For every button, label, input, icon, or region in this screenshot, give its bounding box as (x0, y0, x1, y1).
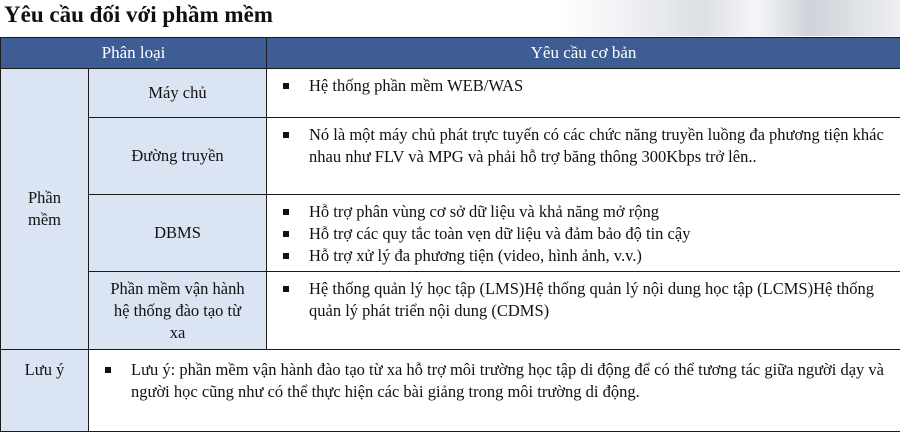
row-label-dbms: DBMS (89, 195, 267, 272)
row-label-line: xa (169, 322, 186, 342)
header-category: Phân loại (1, 38, 267, 69)
table-row (1, 118, 900, 195)
list-item: Hệ thống quản lý học tập (LMS)Hệ thống quản lý nội dung học tập (LCMS)Hệ thống quản lý phát triển nội dung (CDMS) (275, 278, 890, 322)
row-label-elearning-software (89, 272, 267, 350)
row-requirements-transmission (267, 118, 900, 195)
table-row-note (1, 350, 900, 432)
list-item: Hỗ trợ phân vùng cơ sở dữ liệu và khả năng mở rộng (275, 201, 890, 223)
note-text-cell (89, 350, 900, 432)
requirements-table (0, 37, 900, 432)
list-item: Hỗ trợ các quy tắc toàn vẹn dữ liệu và đảm bảo độ tin cậy (275, 223, 890, 245)
group-label-line2: mềm (28, 210, 61, 229)
list-item: Nó là một máy chủ phát trực tuyến có các chức năng truyền luồng đa phương tiện khác nhau như FLV và MPG và phải hỗ trợ băng thông 300Kbps trở lên.. (275, 124, 890, 168)
table-row (1, 195, 900, 272)
list-item: Hỗ trợ xử lý đa phương tiện (video, hình ảnh, v.v.) (275, 245, 890, 267)
note-label: Lưu ý (1, 350, 89, 432)
table-row (1, 69, 900, 118)
note-text: Lưu ý: phần mềm vận hành đào tạo từ xa hỗ trợ môi trường học tập di động để có thể tương tác giữa người dạy và người học cũng như có thể thực hiện các bài giảng trong môi trường di động. (97, 359, 890, 403)
header-requirement: Yêu cầu cơ bản (267, 38, 900, 69)
row-label-transmission: Đường truyền (89, 118, 267, 195)
row-requirements-dbms (267, 195, 900, 272)
table-header-row (1, 38, 900, 69)
group-label-line1: Phần (28, 188, 61, 207)
list-item: Hệ thống phần mềm WEB/WAS (275, 75, 890, 97)
row-label-line: hệ thống đào tạo từ (113, 300, 242, 320)
row-label-line: Phần mềm vận hành (110, 278, 245, 298)
row-label-server: Máy chủ (89, 69, 267, 118)
row-requirements-server (267, 69, 900, 118)
group-label-software (1, 69, 89, 350)
row-requirements-elearning-software (267, 272, 900, 350)
table-row (1, 272, 900, 350)
title-bar (0, 0, 900, 36)
page-title: Yêu cầu đối với phầm mềm (4, 2, 273, 27)
